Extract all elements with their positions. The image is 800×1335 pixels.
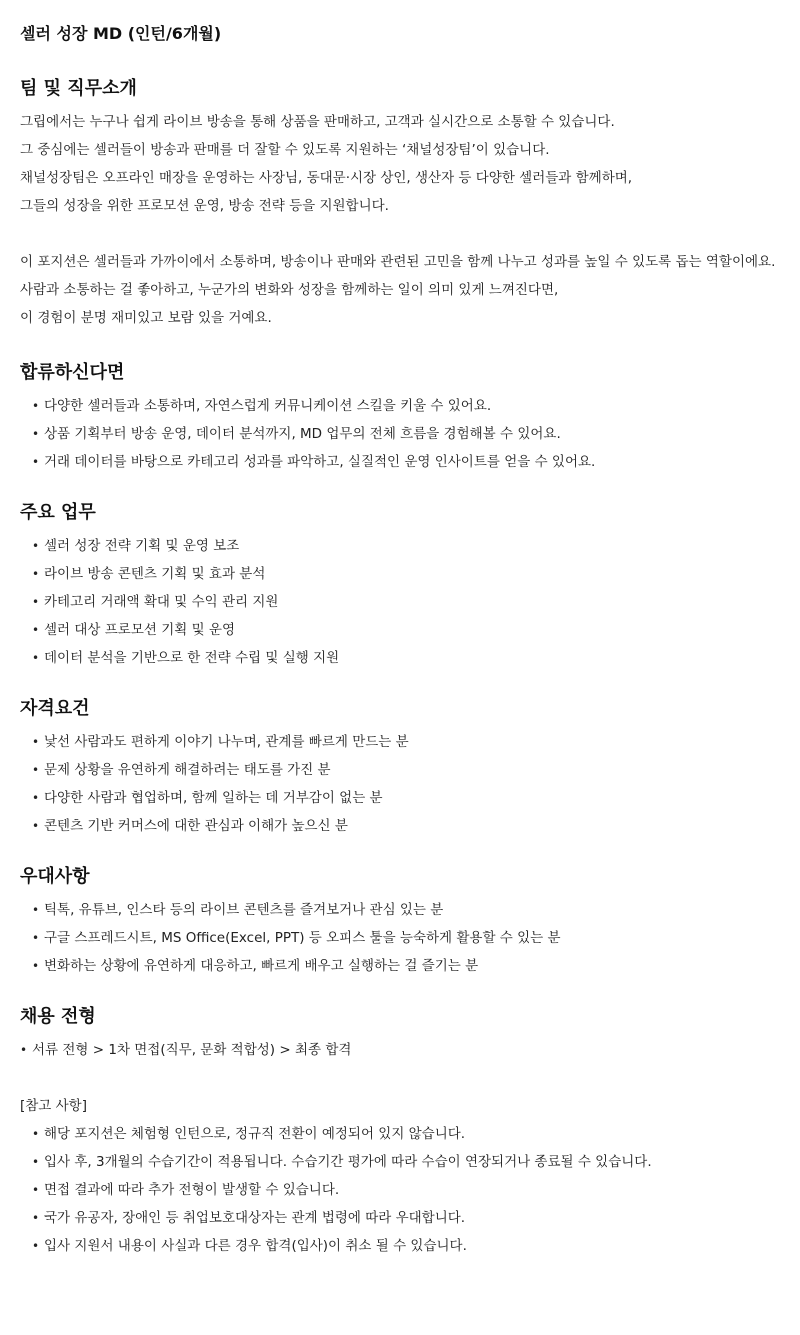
section-duties xyxy=(20,500,780,672)
list-item: • 낯선 사람과도 편하게 이야기 나누며, 관계를 빠르게 만드는 분 xyxy=(32,728,780,756)
job-title: 셀러 성장 MD (인턴/6개월) xyxy=(20,24,222,43)
list-item: • 면접 결과에 따라 추가 전형이 발생할 수 있습니다. xyxy=(32,1176,780,1204)
section-heading: 채용 전형 xyxy=(20,1006,96,1027)
list-item: • 해당 포지션은 체험형 인턴으로, 정규직 전환이 예정되어 있지 않습니다. xyxy=(32,1120,780,1148)
intro-paragraph-1 xyxy=(20,108,780,220)
bullet-list xyxy=(20,896,780,980)
text-line: 사람과 소통하는 걸 좋아하고, 누군가의 변화와 성장을 함께하는 일이 의미 있게 느껴진다면, xyxy=(20,282,559,298)
text-line: 이 경험이 분명 재미있고 보람 있을 거예요. xyxy=(20,310,272,326)
notes-label: [참고 사항] xyxy=(20,1098,87,1114)
section-requirements xyxy=(20,696,780,840)
list-item: • 콘텐츠 기반 커머스에 대한 관심과 이해가 높으신 분 xyxy=(32,812,780,840)
list-item: • 상품 기획부터 방송 운영, 데이터 분석까지, MD 업무의 전체 흐름을 경험해볼 수 있어요. xyxy=(32,420,780,448)
bullet-list xyxy=(20,1120,780,1260)
section-heading: 팀 및 직무소개 xyxy=(20,78,137,99)
text-line: 이 포지션은 셀러들과 가까이에서 소통하며, 방송이나 판매와 관련된 고민을 함께 나누고 성과를 높일 수 있도록 돕는 역할이에요. xyxy=(20,254,776,270)
section-team-intro xyxy=(20,76,780,332)
section-preferred xyxy=(20,864,780,980)
list-item: • 거래 데이터를 바탕으로 카테고리 성과를 파악하고, 실질적인 운영 인사이트를 얻을 수 있어요. xyxy=(32,448,780,476)
list-item: • 서류 전형 > 1차 면접(직무, 문화 적합성) > 최종 합격 xyxy=(20,1036,780,1064)
list-item: • 입사 후, 3개월의 수습기간이 적용됩니다. 수습기간 평가에 따라 수습이 연장되거나 종료될 수 있습니다. xyxy=(32,1148,780,1176)
intro-paragraph-2 xyxy=(20,248,780,332)
section-heading: 자격요건 xyxy=(20,698,90,719)
list-item: • 다양한 셀러들과 소통하며, 자연스럽게 커뮤니케이션 스킬을 키울 수 있어요. xyxy=(32,392,780,420)
section-heading: 합류하신다면 xyxy=(20,362,125,383)
section-heading: 우대사항 xyxy=(20,866,90,887)
text-line: 그 중심에는 셀러들이 방송과 판매를 더 잘할 수 있도록 지원하는 ‘채널성장팀’이 있습니다. xyxy=(20,142,550,158)
section-heading: 주요 업무 xyxy=(20,502,96,523)
section-notes xyxy=(20,1092,780,1260)
bullet-list xyxy=(20,532,780,672)
list-item: • 셀러 대상 프로모션 기획 및 운영 xyxy=(32,616,780,644)
section-join xyxy=(20,360,780,476)
bullet-list xyxy=(20,1036,780,1064)
list-item: • 변화하는 상황에 유연하게 대응하고, 빠르게 배우고 실행하는 걸 즐기는 분 xyxy=(32,952,780,980)
list-item: • 구글 스프레드시트, MS Office(Excel, PPT) 등 오피스 툴을 능숙하게 활용할 수 있는 분 xyxy=(32,924,780,952)
list-item: • 데이터 분석을 기반으로 한 전략 수립 및 실행 지원 xyxy=(32,644,780,672)
section-process xyxy=(20,1004,780,1064)
list-item: • 카테고리 거래액 확대 및 수익 관리 지원 xyxy=(32,588,780,616)
text-line: 채널성장팀은 오프라인 매장을 운영하는 사장님, 동대문·시장 상인, 생산자 등 다양한 셀러들과 함께하며, xyxy=(20,170,633,186)
list-item: • 문제 상황을 유연하게 해결하려는 태도를 가진 분 xyxy=(32,756,780,784)
list-item: • 국가 유공자, 장애인 등 취업보호대상자는 관계 법령에 따라 우대합니다. xyxy=(32,1204,780,1232)
list-item: • 셀러 성장 전략 기획 및 운영 보조 xyxy=(32,532,780,560)
bullet-list xyxy=(20,392,780,476)
text-line: 그들의 성장을 위한 프로모션 운영, 방송 전략 등을 지원합니다. xyxy=(20,198,389,214)
list-item: • 다양한 사람과 협업하며, 함께 일하는 데 거부감이 없는 분 xyxy=(32,784,780,812)
list-item: • 틱톡, 유튜브, 인스타 등의 라이브 콘텐츠를 즐겨보거나 관심 있는 분 xyxy=(32,896,780,924)
list-item: • 입사 지원서 내용이 사실과 다른 경우 합격(입사)이 취소 될 수 있습니다. xyxy=(32,1232,780,1260)
bullet-list xyxy=(20,728,780,840)
text-line: 그립에서는 누구나 쉽게 라이브 방송을 통해 상품을 판매하고, 고객과 실시간으로 소통할 수 있습니다. xyxy=(20,114,615,130)
list-item: • 라이브 방송 콘텐츠 기획 및 효과 분석 xyxy=(32,560,780,588)
